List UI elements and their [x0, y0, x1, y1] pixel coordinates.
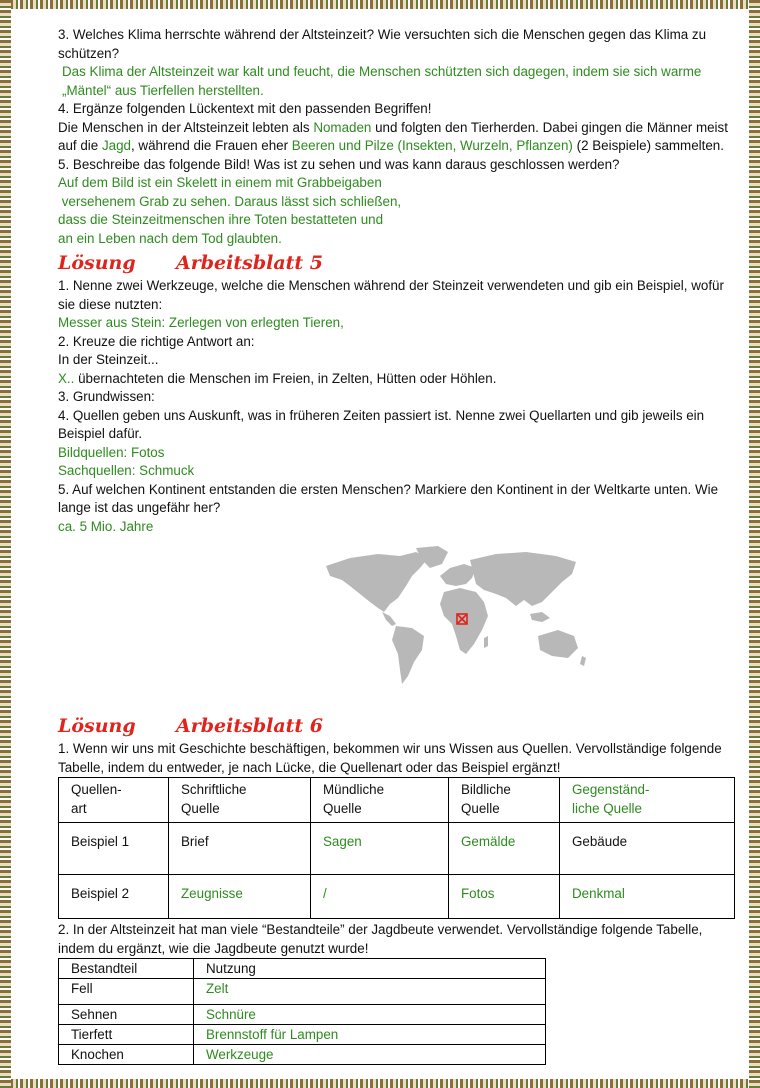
worksheet-content: [58, 26, 738, 1065]
table-cell: Knochen: [59, 1045, 194, 1065]
table-cell: Sagen: [311, 823, 449, 875]
cloze-part: , während die Frauen eher: [130, 138, 292, 153]
table-row: [59, 1025, 546, 1045]
table-cell: Fotos: [449, 875, 560, 919]
cloze-answer: Nomaden: [313, 119, 372, 135]
table-cell: Sehnen: [59, 1005, 194, 1025]
question-5: 5. Beschreibe das folgende Bild! Was ist zu sehen und was kann daraus geschlossen werden?: [58, 156, 620, 172]
table-cell: Zelt: [194, 979, 546, 1005]
cloze-part: (2 Beispiele) sammelten.: [572, 138, 724, 153]
table-cell: Schnüre: [194, 1005, 546, 1025]
decorative-border-right: [749, 0, 760, 1088]
table-cell: Mündliche Quelle: [311, 778, 449, 823]
answer-5-line: versehenem Grab zu sehen. Daraus lässt sich schließen,: [58, 193, 402, 209]
section-heading-sheet-6: [58, 714, 738, 738]
answer-5-line: Auf dem Bild ist ein Skelett in einem mit Grabbeigaben: [58, 175, 382, 190]
answer-option-text: übernachteten die Menschen im Freien, in Zelten, Hütten oder Höhlen.: [74, 370, 497, 386]
s5-question-4: 4. Quellen geben uns Auskunft, was in früheren Zeiten passiert ist. Nenne zwei Quellarten und gib jeweils ein Beispiel dafür.: [58, 407, 705, 441]
table-cell: Brief: [169, 823, 311, 875]
answer-5-line: dass die Steinzeitmenschen ihre Toten bestatteten und: [58, 212, 384, 227]
table-row: [59, 778, 735, 823]
table-cell: Bildliche Quelle: [449, 778, 560, 823]
heading-loesung: Lösung: [58, 715, 136, 737]
table-cell: Beispiel 1: [59, 823, 169, 875]
table-cell: Zeugnisse: [169, 875, 311, 919]
table-cell: Denkmal: [560, 875, 735, 919]
decorative-border-bottom: [0, 1079, 760, 1088]
cloze-answer: Jagd: [101, 138, 131, 153]
s5-answer-4a: Bildquellen: Fotos: [58, 444, 165, 460]
table-row: [59, 823, 735, 875]
s5-question-2b: In der Steinzeit...: [58, 352, 159, 367]
s5-question-5: 5. Auf welchen Kontinent entstanden die ersten Menschen? Markiere den Kontinent in der Weltkarte unten. Wie lange ist das ungefähr her?: [58, 481, 719, 515]
table-cell: Gemälde: [449, 823, 560, 875]
sources-table: [58, 777, 735, 919]
heading-loesung: Lösung: [58, 252, 136, 274]
heading-sheet-title: Arbeitsblatt 5: [176, 252, 324, 274]
table-cell: Bestandteil: [59, 959, 194, 979]
table-cell: Werkzeuge: [194, 1045, 546, 1065]
table-row: [59, 959, 546, 979]
s5-answer-2: [58, 370, 738, 389]
cloze-part: und folgten den Tierherden. Dabei gingen die Männer meist auf die: [58, 119, 728, 153]
decorative-border-left: [0, 0, 11, 1088]
s5-answer-1: Messer aus Stein: Zerlegen von erlegten Tieren,: [58, 315, 344, 330]
cloze-answer: Beeren und Pilze (Insekten, Wurzeln, Pflanzen): [291, 138, 573, 153]
answer-5-line: an ein Leben nach dem Tod glaubten.: [58, 230, 282, 246]
table-row: [59, 875, 735, 919]
question-4: 4. Ergänze folgenden Lückentext mit den passenden Begriffen!: [58, 101, 432, 116]
s6-question-1: 1. Wenn wir uns mit Geschichte beschäftigen, bekommen wir uns Wissen aus Quellen. Vervollständige folgende Tabelle, indem du entweder, je nach Lücke, die Quellenart oder das Beispiel ergänzt!: [58, 741, 722, 775]
table-row: [59, 1005, 546, 1025]
answer-3: Das Klima der Altsteinzeit war kalt und feucht, die Menschen schützten sich dagegen, indem sie sich warme „Mäntel“ aus Tierfellen herstellten.: [62, 64, 702, 98]
table-cell: Gegenständ- liche Quelle: [560, 778, 735, 823]
s6-question-2: 2. In der Altsteinzeit hat man viele “Bestandteile” der Jagdbeute verwendet. Vervollständige folgende Tabelle, indem du ergänzt, wie die Jagdbeute genutzt wurde!: [58, 922, 703, 956]
table-row: [59, 1045, 546, 1065]
section-heading-sheet-5: [58, 251, 738, 275]
table-cell: Brennstoff für Lampen: [194, 1025, 546, 1045]
decorative-border-top: [0, 0, 760, 9]
world-map-image: [320, 546, 592, 686]
s5-answer-4b: Sachquellen: Schmuck: [58, 463, 195, 478]
s5-question-3: 3. Grundwissen:: [58, 389, 155, 404]
s5-question-2: 2. Kreuze die richtige Antwort an:: [58, 333, 255, 349]
table-cell: Quellen- art: [59, 778, 169, 823]
heading-sheet-title: Arbeitsblatt 6: [176, 715, 324, 737]
question-3: 3. Welches Klima herrschte während der Altsteinzeit? Wie versuchten sich die Menschen gegen das Klima zu schützen?: [58, 27, 707, 61]
table-cell: Nutzung: [194, 959, 546, 979]
prey-usage-table: [58, 958, 546, 1065]
cross-mark: X..: [58, 370, 75, 386]
s5-question-1: 1. Nenne zwei Werkzeuge, welche die Menschen während der Steinzeit verwendeten und gib ein Beispiel, wofür sie diese nutzten:: [58, 278, 724, 312]
world-map-container: [58, 540, 738, 700]
table-cell: Beispiel 2: [59, 875, 169, 919]
table-cell: Fell: [59, 979, 194, 1005]
cloze-text: [58, 119, 738, 156]
cloze-part: Die Menschen in der Altsteinzeit lebten als: [58, 119, 314, 135]
table-row: [59, 979, 546, 1005]
table-cell: Gebäude: [560, 823, 735, 875]
table-cell: Tierfett: [59, 1025, 194, 1045]
table-cell: Schriftliche Quelle: [169, 778, 311, 823]
table-cell: /: [311, 875, 449, 919]
s5-answer-5: ca. 5 Mio. Jahre: [58, 518, 154, 534]
